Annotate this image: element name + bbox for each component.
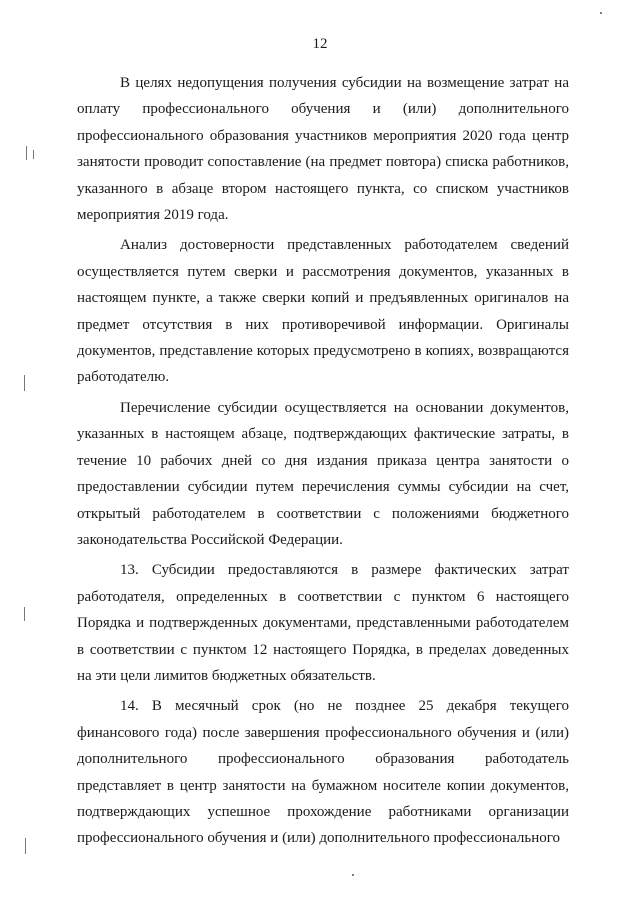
document-body: [77, 70, 569, 852]
scan-dot: [600, 12, 602, 14]
scan-mark: [33, 150, 34, 159]
paragraph-14: 14. В месячный срок (но не позднее 25 декабря текущего финансового года) после завершения профессионального обучения и (или) дополнительного профессионального образования работодатель представляет в центр занятости на бумажном носителе копии документов, подтверждающих успешное прохождение работниками организации профессионального обучения и (или) дополнительного профессионального: [77, 698, 569, 847]
scan-mark: [26, 146, 27, 160]
paragraph-3: Перечисление субсидии осуществляется на основании документов, указанных в настоящем абзаце, подтверждающих фактические затраты, в течение 10 рабочих дней со дня издания приказа центра занятости о предоставлении субсидии путем перечисления суммы субсидии на счет, открытый работодателем в соответствии с положениями бюджетного законодательства Российской Федерации.: [77, 399, 569, 548]
paragraph-1: В целях недопущения получения субсидии на возмещение затрат на оплату профессионального обучения и (или) дополнительного профессионального образования участников мероприятия 2020 года центр занятости проводит сопоставление (на предмет повтора) списка работников, указанного в абзаце втором настоящего пункта, со списком участников мероприятия 2019 года.: [77, 75, 569, 224]
scan-mark: [25, 838, 26, 854]
scan-mark: [24, 607, 25, 621]
paragraph-2: Анализ достоверности представленных работодателем сведений осуществляется путем сверки и рассмотрения документов, указанных в настоящем пункте, а также сверки копий и предъявленных оригиналов на предмет отсутствия в них противоречивой информации. Оригиналы документов, представление которых предусмотрено в копиях, возвращаются работодателю.: [77, 237, 569, 386]
scan-mark: [24, 375, 25, 391]
page-number: 12: [312, 36, 328, 52]
paragraph-13: 13. Субсидии предоставляются в размере фактических затрат работодателя, определенных в соответствии с пунктом 6 настоящего Порядка и подтвержденных документами, представленными работодателем в соответствии с пунктом 12 настоящего Порядка, в пределах доведенных на эти цели лимитов бюджетных обязательств.: [77, 562, 569, 684]
scan-dot: [352, 874, 354, 876]
